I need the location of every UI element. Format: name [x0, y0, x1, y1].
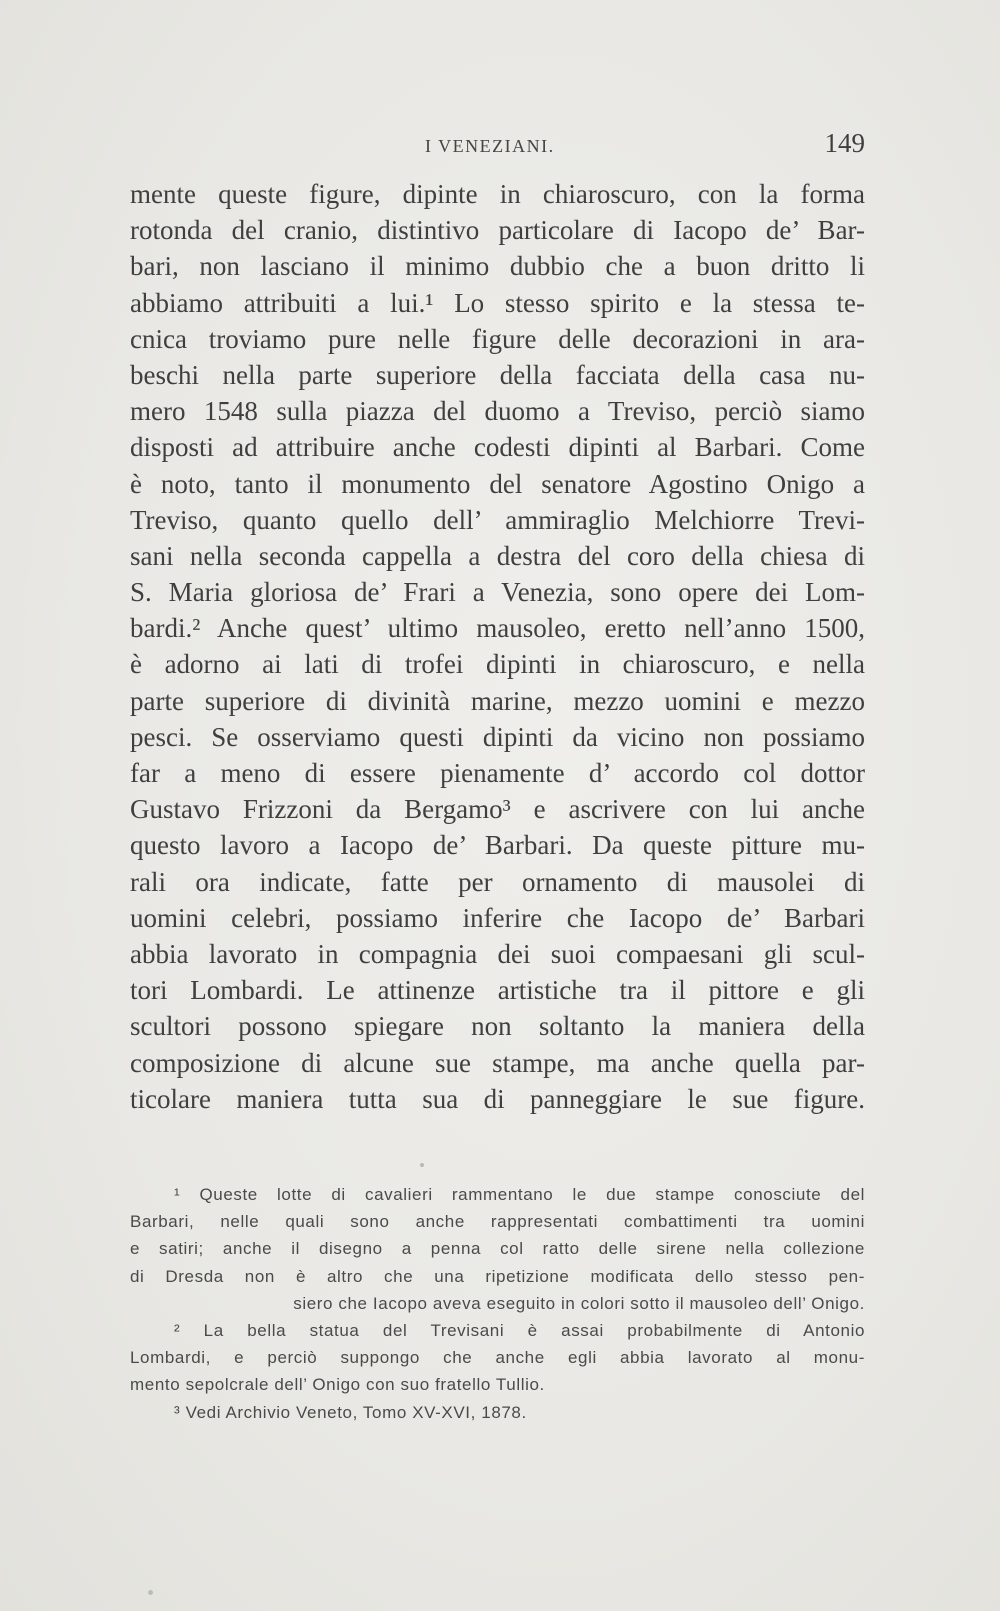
text-line: bari, non lasciano il minimo dubbio che a buon dritto li [130, 251, 865, 282]
text-line: composizione di alcune sue stampe, ma anche quella par- [130, 1047, 865, 1078]
footnote-line: ² La bella statua del Trevisani è assai probabilmente di Antonio [174, 1320, 865, 1340]
text-line: abbiamo attribuiti a lui.¹ Lo stesso spirito e la stessa te- [130, 287, 865, 318]
footnote-line: Lombardi, e perciò suppongo che anche egli abbia lavorato al monu- [130, 1348, 865, 1368]
text-line: far a meno di essere pienamente d’ accordo col dottor [130, 758, 865, 788]
print-speck [420, 1163, 424, 1167]
text-line: Treviso, quanto quello dell’ ammiraglio Melchiorre Trevi- [130, 504, 865, 535]
body-text [130, 176, 865, 1117]
footnote-line: e satiri; anche il disegno a penna col ratto delle sirene nella collezione [130, 1239, 865, 1259]
text-line: è noto, tanto il monumento del senatore Agostino Onigo a [130, 468, 865, 499]
text-line: mente queste figure, dipinte in chiaroscuro, con la forma [130, 179, 865, 209]
text-line: sani nella seconda cappella a destra del coro della chiesa di [130, 540, 865, 571]
footnote-line: Barbari, nelle quali sono anche rappresentati combattimenti tra uomini [130, 1212, 865, 1232]
text-line: cnica troviamo pure nelle figure delle decorazioni in ara- [130, 323, 865, 354]
text-line: mero 1548 sulla piazza del duomo a Treviso, perciò siamo [130, 396, 865, 427]
footnote-line: di Dresda non è altro che una ripetizione modificata dello stesso pen- [130, 1266, 865, 1286]
text-line: tori Lombardi. Le attinenze artistiche tra il pittore e gli [130, 975, 865, 1006]
page-header [130, 128, 865, 164]
print-speck [148, 1590, 153, 1595]
footnote-line: ³ Vedi Archivio Veneto, Tomo XV-XVI, 1878. [174, 1402, 527, 1422]
footnote-line: ¹ Queste lotte di cavalieri rammentano le due stampe conosciute del [174, 1185, 865, 1204]
text-line: ticolare maniera tutta sua di panneggiare le sue figure. [130, 1083, 865, 1114]
text-line: scultori possono spiegare non soltanto la maniera della [130, 1011, 865, 1042]
text-line: disposti ad attribuire anche codesti dipinti al Barbari. Come [130, 432, 865, 463]
text-line: parte superiore di divinità marine, mezzo uomini e mezzo [130, 685, 865, 716]
footnote-line: mento sepolcrale dell’ Onigo con suo fratello Tullio. [130, 1375, 545, 1395]
page-number: 149 [824, 128, 865, 158]
text-line: pesci. Se osserviamo questi dipinti da vicino non possiamo [130, 721, 865, 752]
text-line: è adorno ai lati di trofei dipinti in chiaroscuro, e nella [130, 649, 865, 680]
text-line: uomini celebri, possiamo inferire che Iacopo de’ Barbari [130, 902, 865, 933]
text-line: abbia lavorato in compagnia dei suoi compaesani gli scul- [130, 938, 865, 969]
running-title: I VENEZIANI. [425, 136, 555, 156]
footnote-line: siero che Iacopo aveva eseguito in colori sotto il mausoleo dell’ Onigo. [293, 1293, 865, 1313]
text-line: rali ora indicate, fatte per ornamento di mausolei di [130, 866, 865, 897]
text-line: questo lavoro a Iacopo de’ Barbari. Da queste pitture mu- [130, 830, 865, 861]
text-line: bardi.² Anche quest’ ultimo mausoleo, eretto nell’anno 1500, [130, 613, 865, 644]
footnotes [130, 1181, 865, 1426]
text-line: rotonda del cranio, distintivo particolare di Iacopo de’ Bar- [130, 215, 865, 246]
text-line: beschi nella parte superiore della facciata della casa nu- [130, 359, 865, 390]
text-line: S. Maria gloriosa de’ Frari a Venezia, sono opere dei Lom- [130, 577, 865, 608]
text-line: Gustavo Frizzoni da Bergamo³ e ascrivere con lui anche [130, 794, 865, 825]
